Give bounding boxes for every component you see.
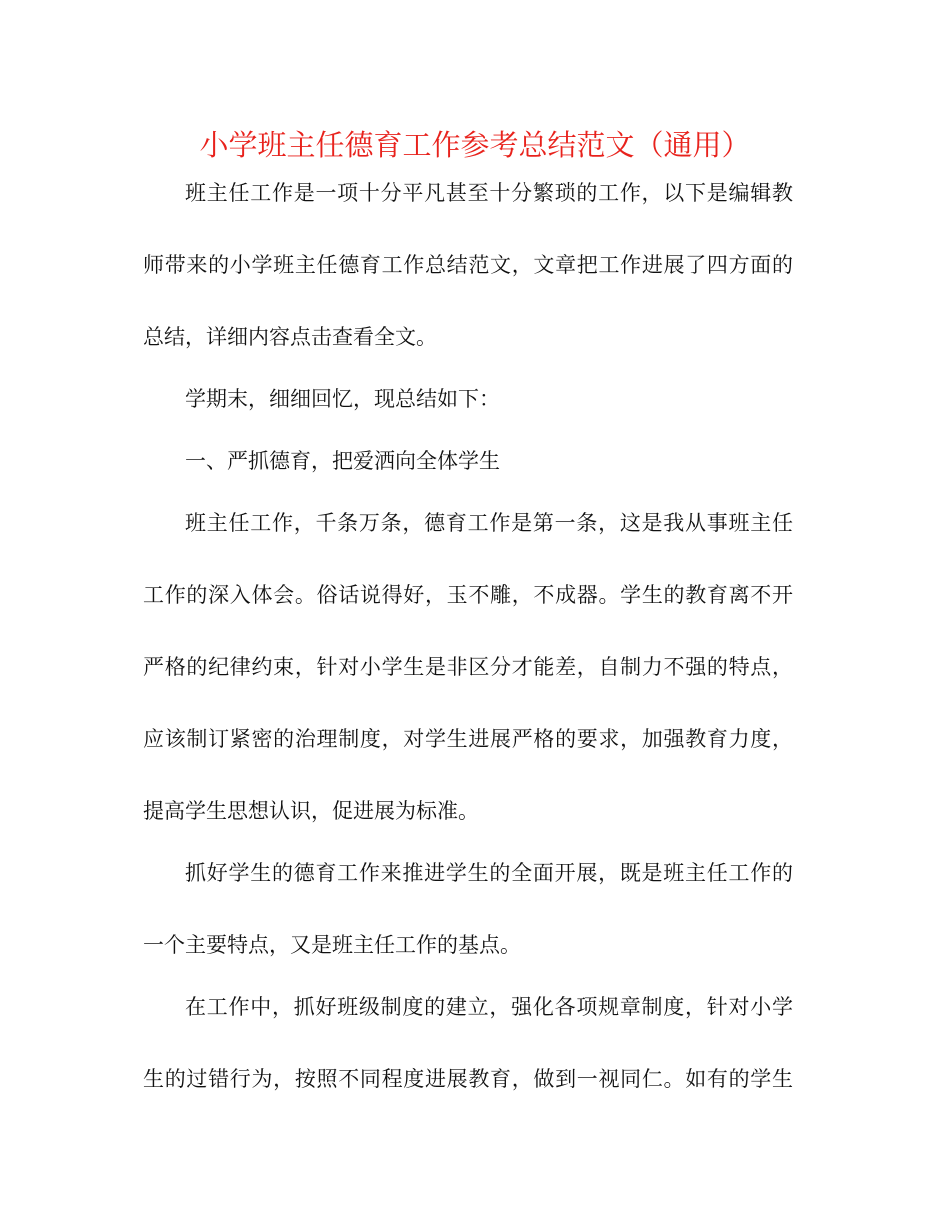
- paragraph-line: 严格的纪律约束，针对小学生是非区分才能差，自制力不强的特点，: [143, 655, 793, 679]
- paragraph-line: 班主任工作是一项十分平凡甚至十分繁琐的工作，以下是编辑教: [185, 181, 793, 205]
- document-title: 小学班主任德育工作参考总结范文（通用）: [199, 128, 751, 162]
- paragraph-line: 提高学生思想认识，促进展为标准。: [143, 799, 479, 823]
- paragraph-line: 师带来的小学班主任德育工作总结范文，文章把工作进展了四方面的: [143, 253, 793, 277]
- paragraph-line: 生的过错行为，按照不同程度进展教育，做到一视同仁。如有的学生: [143, 1067, 793, 1091]
- paragraph-line: 一个主要特点，又是班主任工作的基点。: [143, 933, 521, 957]
- paragraph-line: 抓好学生的德育工作来推进学生的全面开展，既是班主任工作的: [185, 861, 793, 885]
- paragraph-line: 学期末，细细回忆，现总结如下：: [185, 387, 500, 411]
- paragraph-line: 在工作中，抓好班级制度的建立，强化各项规章制度，针对小学: [185, 995, 793, 1019]
- paragraph-line: 总结，详细内容点击查看全文。: [143, 325, 437, 349]
- paragraph-line: 应该制订紧密的治理制度，对学生进展严格的要求，加强教育力度，: [143, 727, 793, 751]
- paragraph-line: 工作的深入体会。俗话说得好，玉不雕，不成器。学生的教育离不开: [143, 583, 793, 607]
- section-heading: 一、严抓德育，把爱洒向全体学生: [185, 449, 500, 473]
- paragraph-line: 班主任工作，千条万条，德育工作是第一条，这是我从事班主任: [185, 511, 793, 535]
